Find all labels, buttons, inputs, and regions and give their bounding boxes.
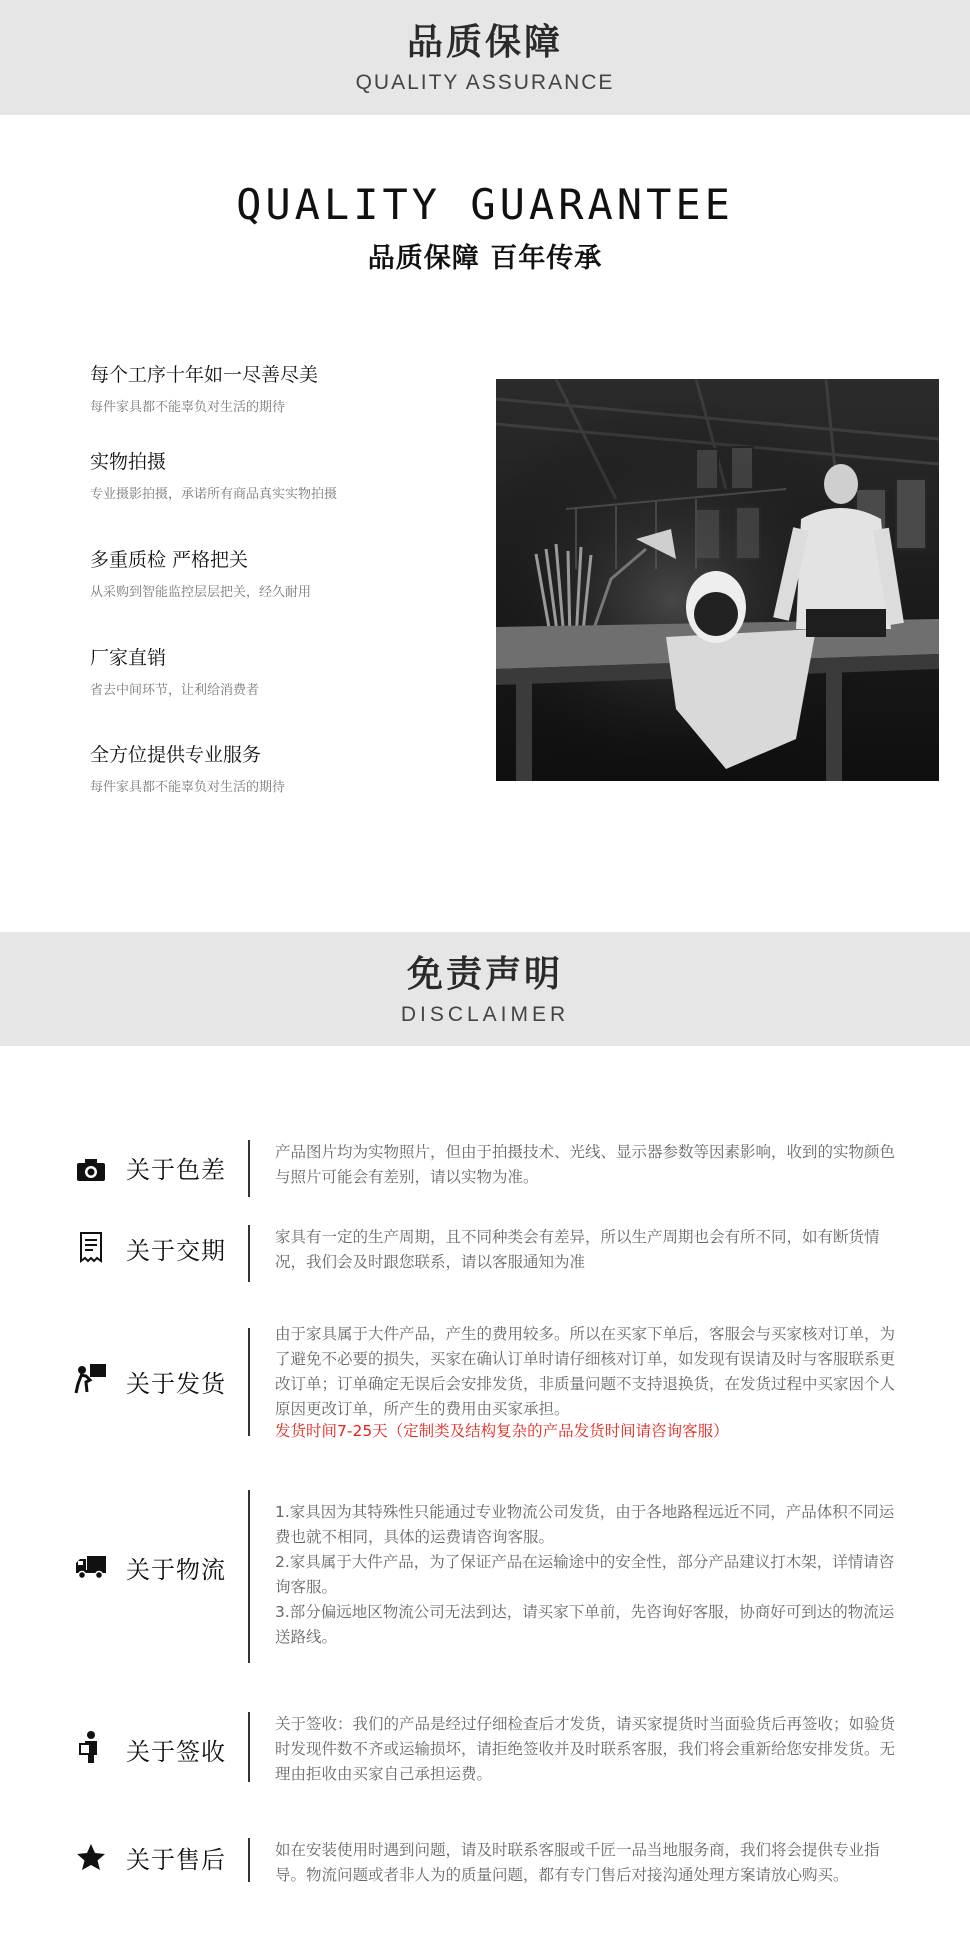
disclaimer-row-receipt (0, 1712, 970, 1792)
divider (248, 1838, 250, 1882)
delivery-person-icon (74, 1362, 108, 1396)
disclaimer-line: 关于签收：我们的产品是经过仔细检查后才发货，请买家提货时当面验货后再签收；如验货时发现件数不齐或运输损坏，请拒绝签收并及时联系客服，我们将会重新给您安排发货。无理由拒收由买家自己承担运费。 (275, 1715, 896, 1783)
feature-item (90, 545, 311, 600)
feature-title: 多重质检 严格把关 (90, 549, 249, 571)
divider (248, 1712, 250, 1782)
disclaimer-line: 家具有一定的生产周期，且不同种类会有差异，所以生产周期也会有所不同，如有断货情况，我们会及时跟您联系，请以客服通知为准 (275, 1228, 880, 1271)
feature-item (90, 643, 259, 698)
quality-assurance-header (0, 0, 970, 115)
feature-desc: 专业摄影拍摄，承诺所有商品真实实物拍摄 (90, 487, 338, 502)
disclaimer-row-lead-time (0, 1225, 970, 1285)
disclaimer-row-after-sales (0, 1838, 970, 1918)
disclaimer-text (275, 1712, 895, 1787)
disclaimer-row-shipping (0, 1322, 970, 1442)
disclaimer-line: 2.家具属于大件产品，为了保证产品在运输途中的安全性，部分产品建议打木架，详情请咨询客服。 (275, 1553, 895, 1596)
star-icon (74, 1840, 108, 1874)
divider (248, 1140, 250, 1197)
disclaimer-row-logistics (0, 1490, 970, 1665)
section-title-en: QUALITY ASSURANCE (355, 71, 615, 94)
feature-item (90, 447, 337, 502)
disclaimer-line: 如在安装使用时遇到问题，请及时联系客服或千匠一品当地服务商，我们将会提供专业指导。物流问题或者非人为的质量问题，都有专门售后对接沟通处理方案请放心购买。 (275, 1841, 880, 1884)
shipping-time-note: 发货时间7-25天（定制类及结构复杂的产品发货时间请咨询客服） (275, 1422, 729, 1440)
truck-icon (74, 1548, 108, 1582)
section-title-zh: 免责声明 (406, 954, 563, 995)
divider (248, 1225, 250, 1282)
feature-item (90, 740, 285, 795)
receipt-icon (74, 1230, 108, 1264)
disclaimer-text (275, 1140, 895, 1190)
disclaimer-text (275, 1225, 895, 1275)
disclaimer-line: 产品图片均为实物照片，但由于拍摄技术、光线、显示器参数等因素影响，收到的实物颜色与照片可能会有差别，请以实物为准。 (275, 1143, 896, 1186)
disclaimer-header (0, 932, 970, 1046)
section-title-en: DISCLAIMER (400, 1003, 570, 1026)
disclaimer-label: 关于售后 (126, 1846, 226, 1874)
feature-title: 每个工序十年如一尽善尽美 (90, 364, 319, 386)
divider (248, 1490, 250, 1663)
feature-title: 全方位提供专业服务 (90, 744, 262, 766)
feature-title: 厂家直销 (90, 647, 167, 669)
disclaimer-line: 由于家具属于大件产品，产生的费用较多。所以在买家下单后，客服会与买家核对订单，为了避免不必要的损失，买家在确认订单时请仔细核对订单，如发现有误请及时与客服联系更改订单；订单确定无误后会安排发货，非质量问题不支持退换货，在发货过程中买家因个人原因更改订单，所产生的费用由买家承担。 (275, 1325, 896, 1418)
section-title-zh: 品质保障 (406, 22, 563, 63)
package-receive-icon (74, 1730, 108, 1764)
quality-guarantee-subheadline: 品质保障 百年传承 (367, 243, 603, 274)
feature-title: 实物拍摄 (90, 451, 167, 473)
disclaimer-line: 1.家具因为其特殊性只能通过专业物流公司发货，由于各地路程远近不同，产品体积不同运费也就不相同，具体的运费请咨询客服。 (275, 1503, 895, 1546)
craftsman-photo-illustration (496, 379, 939, 781)
disclaimer-label: 关于签收 (126, 1738, 226, 1766)
disclaimer-text (275, 1322, 895, 1440)
feature-item (90, 360, 318, 415)
disclaimer-label: 关于发货 (126, 1370, 226, 1398)
divider (248, 1328, 250, 1436)
quality-guarantee-headline: QUALITY GUARANTEE (236, 180, 734, 229)
disclaimer-text (275, 1500, 895, 1650)
feature-desc: 每件家具都不能辜负对生活的期待 (90, 780, 286, 795)
disclaimer-label: 关于物流 (126, 1556, 226, 1584)
feature-desc: 从采购到智能监控层层把关，经久耐用 (90, 585, 312, 600)
disclaimer-row-color (0, 1140, 970, 1200)
camera-icon (74, 1153, 108, 1187)
disclaimer-label: 关于交期 (126, 1237, 226, 1265)
feature-desc: 省去中间环节，让利给消费者 (90, 683, 260, 698)
disclaimer-label: 关于色差 (126, 1156, 226, 1184)
disclaimer-text (275, 1838, 895, 1888)
feature-desc: 每件家具都不能辜负对生活的期待 (90, 400, 286, 415)
craftsman-photo (496, 379, 939, 781)
disclaimer-line: 3.部分偏远地区物流公司无法到达，请买家下单前，先咨询好客服，协商好可到达的物流运送路线。 (275, 1603, 895, 1646)
